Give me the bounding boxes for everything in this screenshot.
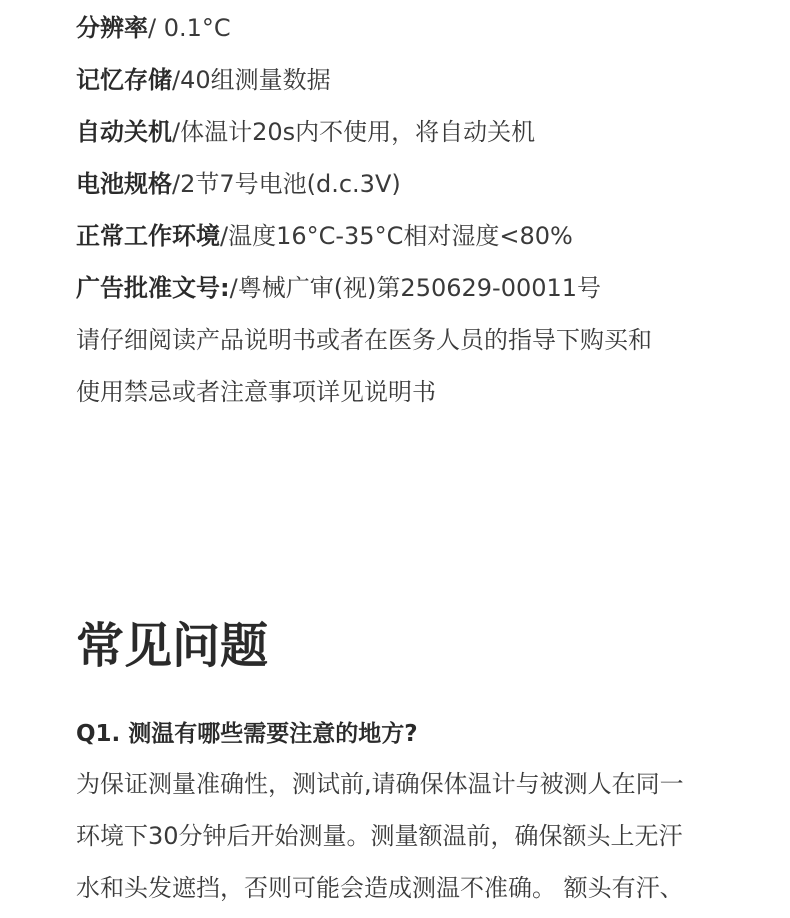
spec-value: /2节7号电池(d.c.3V) xyxy=(172,170,401,198)
spec-row-environment xyxy=(76,214,756,266)
faq-answer xyxy=(76,762,756,918)
spec-value: /粤械广审(视)第250629-00011号 xyxy=(229,274,602,302)
spec-value: /体温计20s内不使用，将自动关机 xyxy=(172,118,536,146)
spec-label: 记忆存储 xyxy=(76,66,172,94)
spec-label: 电池规格 xyxy=(76,170,172,198)
spec-label: 分辨率 xyxy=(76,14,148,42)
faq-title: 常见问题 xyxy=(76,618,269,674)
spec-row-battery xyxy=(76,162,756,214)
spec-list xyxy=(76,6,756,422)
faq-question: Q1. 测温有哪些需要注意的地方? xyxy=(76,721,418,747)
spec-label: 自动关机 xyxy=(76,118,172,146)
spec-value: / 0.1°C xyxy=(148,14,231,42)
faq-answer-line: 环境下30分钟后开始测量。测量额温前，确保额头上无汗 xyxy=(76,822,683,850)
faq-answer-line: 水和头发遮挡，否则可能会造成测温不准确。 额头有汗、 xyxy=(76,874,684,902)
note-line: 使用禁忌或者注意事项详见说明书 xyxy=(76,378,436,406)
spec-value: /温度16°C-35°C相对湿度<80% xyxy=(220,222,573,250)
spec-value: /40组测量数据 xyxy=(172,66,331,94)
spec-label: 广告批准文号: xyxy=(76,274,230,302)
faq-answer-line: 为保证测量准确性，测试前,请确保体温计与被测人在同一 xyxy=(76,770,684,798)
note-line: 请仔细阅读产品说明书或者在医务人员的指导下购买和 xyxy=(76,326,652,354)
spec-row-memory xyxy=(76,58,756,110)
spec-label: 正常工作环境 xyxy=(76,222,220,250)
spec-row-auto-off xyxy=(76,110,756,162)
spec-row-ad-approval xyxy=(76,266,756,318)
spec-row-resolution xyxy=(76,6,756,58)
